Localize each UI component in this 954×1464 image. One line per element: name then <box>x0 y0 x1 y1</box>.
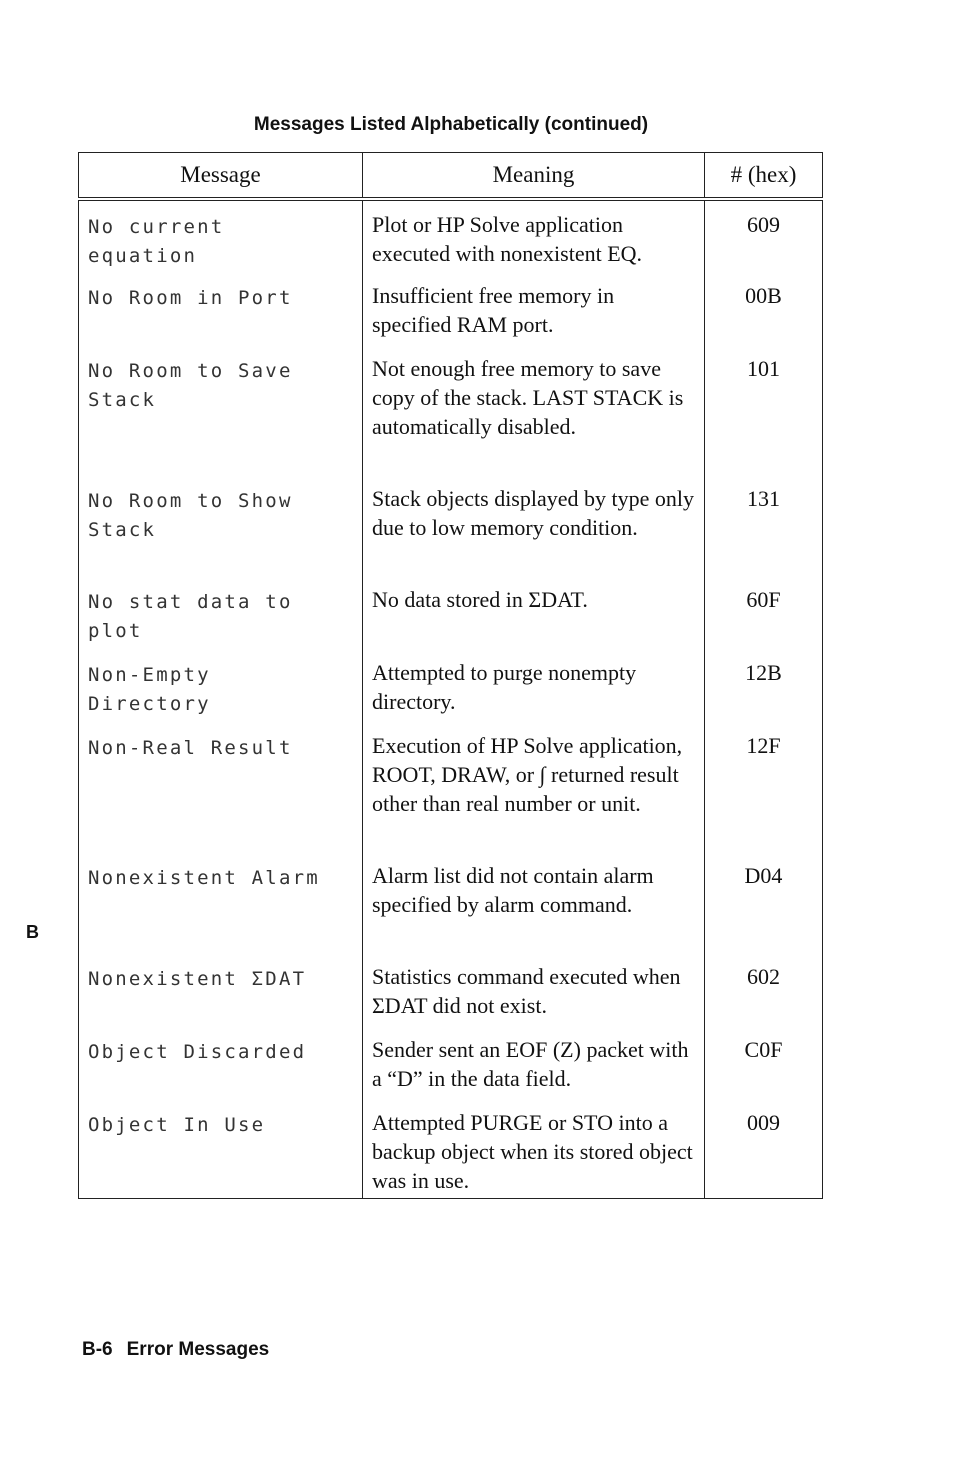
meaning-cell: Execution of HP Solve application, ROOT, DRAW, or ∫ returned result other than real number or unit. <box>363 722 705 852</box>
meaning-cell: Stack objects displayed by type only due to low memory condition. <box>363 475 705 576</box>
table-row <box>79 345 823 475</box>
appendix-tab-letter: B <box>26 922 39 942</box>
page-number: B-6 <box>82 1339 113 1360</box>
message-cell: Nonexistent ΣDAT <box>79 953 363 1026</box>
message-cell: No Room in Port <box>79 272 363 345</box>
meaning-cell: Statistics command executed when ΣDAT did not exist. <box>363 953 705 1026</box>
meaning-cell: Attempted to purge nonempty directory. <box>363 649 705 722</box>
message-cell: Object In Use <box>79 1099 363 1198</box>
table-row <box>79 953 823 1026</box>
meaning-cell: Plot or HP Solve application executed with nonexistent EQ. <box>363 199 705 272</box>
meaning-cell: Alarm list did not contain alarm specified by alarm command. <box>363 852 705 953</box>
meaning-cell: Insufficient free memory in specified RAM port. <box>363 272 705 345</box>
meaning-cell: No data stored in ΣDAT. <box>363 576 705 649</box>
section-title: Error Messages <box>126 1339 270 1360</box>
message-cell: Object Discarded <box>79 1026 363 1099</box>
table-heading: Messages Listed Alphabetically (continued) <box>253 114 649 135</box>
header-message: Message <box>79 153 363 200</box>
table-row <box>79 576 823 649</box>
hex-code-cell: 009 <box>705 1099 823 1198</box>
message-cell: No Room to Save Stack <box>79 345 363 475</box>
table-header-row <box>79 153 823 200</box>
hex-code-cell: 60F <box>705 576 823 649</box>
table-row <box>79 852 823 953</box>
header-meaning: Meaning <box>363 153 705 200</box>
hex-code-cell: 602 <box>705 953 823 1026</box>
hex-code-cell: D04 <box>705 852 823 953</box>
page-footer <box>82 1339 269 1361</box>
meaning-cell: Attempted PURGE or STO into a backup object when its stored object was in use. <box>363 1099 705 1198</box>
message-cell: Non-Empty Directory <box>79 649 363 722</box>
message-cell: No Room to Show Stack <box>79 475 363 576</box>
table-row <box>79 1099 823 1198</box>
table-row <box>79 722 823 852</box>
hex-code-cell: 609 <box>705 199 823 272</box>
hex-code-cell: 12B <box>705 649 823 722</box>
table-body <box>79 199 823 1198</box>
header-hex: # (hex) <box>705 153 823 200</box>
hex-code-cell: C0F <box>705 1026 823 1099</box>
table-row <box>79 649 823 722</box>
hex-code-cell: 00B <box>705 272 823 345</box>
hex-code-cell: 12F <box>705 722 823 852</box>
hex-code-cell: 131 <box>705 475 823 576</box>
table-row <box>79 272 823 345</box>
message-cell: Nonexistent Alarm <box>79 852 363 953</box>
meaning-cell: Sender sent an EOF (Z) packet with a “D” in the data field. <box>363 1026 705 1099</box>
message-cell: No stat data to plot <box>79 576 363 649</box>
message-cell: Non-Real Result <box>79 722 363 852</box>
message-cell: No current equation <box>79 199 363 272</box>
hex-code-cell: 101 <box>705 345 823 475</box>
meaning-cell: Not enough free memory to save copy of the stack. LAST STACK is automatically disabled. <box>363 345 705 475</box>
table-row <box>79 1026 823 1099</box>
error-messages-table <box>78 152 823 1199</box>
table-row <box>79 475 823 576</box>
table-row <box>79 199 823 272</box>
